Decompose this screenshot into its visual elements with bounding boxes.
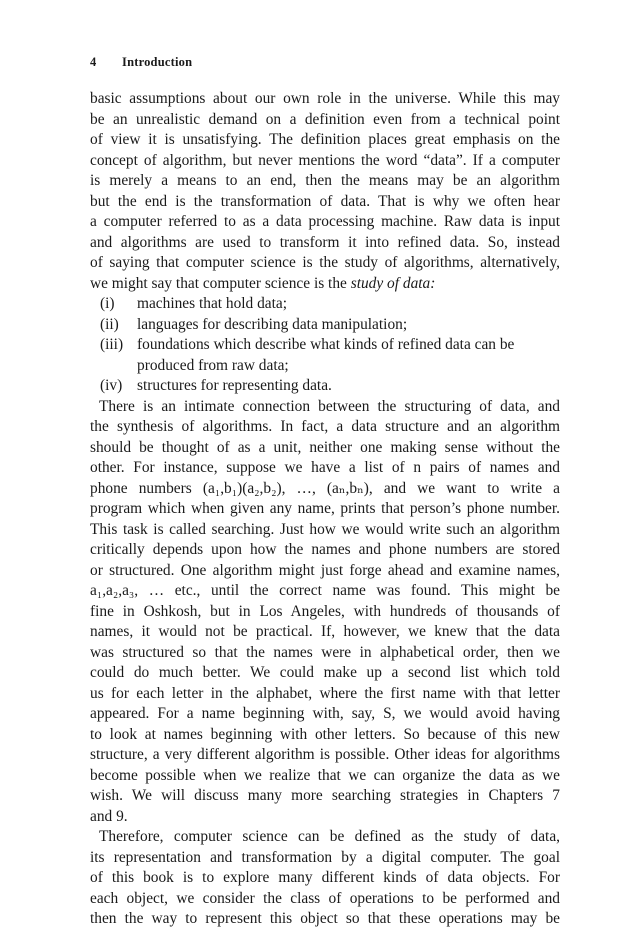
text-line: and algorithms are used to transform it into refined data. So, instead [90, 233, 560, 251]
text-line: phone numbers (a₁,b₁)(a₂,b₂), …, (aₙ,bₙ), and we want to write a [90, 479, 560, 497]
text-line: or structured. One algorithm might just forge ahead and examine names, [90, 561, 560, 579]
text-line: critically depends upon how the names and phone numbers are stored [90, 541, 560, 558]
list-label: (iv) [100, 377, 123, 394]
text-line: program which when given any name, prints that person’s phone number. [90, 500, 560, 517]
text-line: wish. We will discuss many more searching strategies in Chapters 7 [90, 787, 560, 804]
numbered-list [90, 294, 560, 397]
list-label: (iii) [100, 336, 124, 353]
text-run: we might say that computer science is the [90, 274, 351, 292]
list-item [90, 294, 560, 315]
text-line: a computer referred to as a data processing machine. Raw data is input [90, 213, 560, 230]
list-item-continuation [90, 356, 560, 377]
text-line: is merely a means to an end, then the means may be an algorithm [90, 172, 560, 189]
text-line [90, 274, 560, 295]
text-line: of view it is unsatisfying. The definition places great emphasis on the [90, 131, 560, 148]
text-line: This task is called searching. Just how we would write such an algorithm [90, 520, 560, 538]
paragraph [90, 397, 560, 828]
text-line: structure, a very different algorithm is possible. Other ideas for algorithms [90, 746, 560, 763]
text-line: names, it would not be practical. If, however, we knew that the data [90, 623, 560, 640]
text-line: the synthesis of algorithms. In fact, a data structure and an algorithm [90, 418, 560, 435]
text-line: should be thought of as a unit, neither one making sense without the [90, 438, 560, 456]
list-label: (i) [100, 295, 115, 312]
paragraph [90, 827, 560, 930]
text-line: but the end is the transformation of data. That is why we often hear [90, 192, 560, 210]
list-label: (ii) [100, 315, 119, 333]
text-line: to look at names beginning with other letters. So because of this new [90, 725, 560, 743]
list-text: structures for representing data. [137, 377, 332, 394]
text-line: Therefore, computer science can be defined as the study of data, [99, 828, 560, 845]
text-line: basic assumptions about our own role in the universe. While this may [90, 90, 560, 107]
text-line: be an unrealistic demand on a definition even from a technical point [90, 110, 560, 128]
text-line: There is an intimate connection between the structuring of data, and [99, 397, 560, 415]
list-item [90, 315, 560, 336]
text-line: concept of algorithm, but never mentions the word “data”. If a computer [90, 151, 560, 169]
text-line: become possible when we realize that we can organize the data as we [90, 766, 560, 784]
text-line: of this book is to explore many different kinds of data objects. For [90, 869, 560, 886]
text-line: appeared. For a name beginning with, say, S, we would avoid having [90, 705, 560, 722]
text-line: fine in Oshkosh, but in Los Angeles, with hundreds of thousands of [90, 602, 560, 620]
list-item [90, 335, 560, 356]
text-line: was structured so that the names were in alphabetical order, then we [90, 643, 560, 661]
list-text: foundations which describe what kinds of refined data can be [137, 336, 515, 353]
emphasis-text: study of data: [350, 274, 436, 292]
text-line: its representation and transformation by a digital computer. The goal [90, 848, 560, 866]
text-line: us for each letter in the alphabet, where the first name with that letter [90, 684, 560, 702]
text-line: could do much better. We could make up a second list which told [90, 664, 560, 681]
list-text: produced from raw data; [137, 356, 289, 374]
paragraph [90, 89, 560, 294]
text-line: other. For instance, suppose we have a list of n pairs of names and [90, 459, 560, 476]
chapter-title: Introduction [122, 55, 193, 69]
list-text: machines that hold data; [137, 295, 288, 312]
text-line: then the way to represent this object so that these operations may be [90, 910, 560, 927]
text-line: each object, we consider the class of operations to be performed and [90, 889, 560, 907]
list-text: languages for describing data manipulation; [137, 315, 408, 333]
list-item [90, 376, 560, 397]
text-line: and 9. [90, 807, 128, 825]
running-header [90, 55, 192, 70]
text-line: a₁,a₂,a₃, … etc., until the correct name was found. This might be [90, 582, 560, 599]
text-line: of saying that computer science is the study of algorithms, alternatively, [90, 254, 560, 271]
page-body [90, 89, 560, 930]
page-number: 4 [90, 55, 97, 69]
